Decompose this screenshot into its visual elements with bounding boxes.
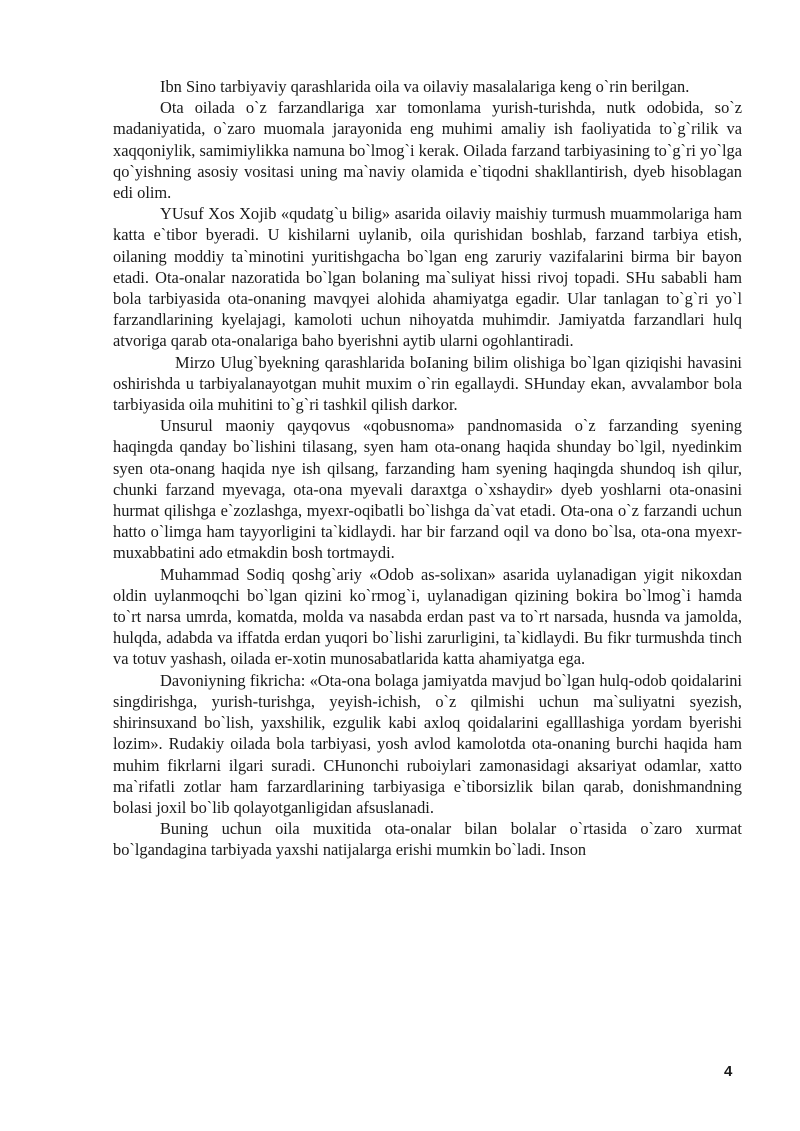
paragraph-buning-uchun: Buning uchun oila muxitida ota-onalar bilan bolalar o`rtasida o`zaro xurmat bo`lgandagina tarbiyada yaxshi natijalarga erishi mumkin bo`ladi. Inson bbox=[113, 819, 742, 860]
paragraph-muhammad-sodiq: Muhammad Sodiq qoshg`ariy «Odob as-solixan» asarida uylanadigan yigit nikoxdan oldin uylanmoqchi bo`lgan qizini ko`rmog`i, uylanadigan qizining bokira bo`lmog`i hamda to`rt narsa umrda, komatda, molda va nasabda erdan past va to`rt narsada, husnda va jamolda, hulqda, adabda va iffatda erdan yuqori bo`lishi zarurligini, ta`kidlaydi. Bu fikr turmushda tinch va totuv yashash, oilada er-xotin munosabatlarida katta ahamiyatga ega. bbox=[113, 564, 742, 669]
page-number: 4 bbox=[724, 1063, 733, 1080]
paragraph-ota-oilada: Ota oilada o`z farzandlariga xar tomonlama yurish-turishda, nutk odobida, so`z madaniyatida, o`zaro muomala jarayonida eng muhimi amaliy ish faoliyatida to`g`rilik va xaqqoniylik, samimiylikka namuna bo`lmog`i kerak. Oilada farzand tarbiyasining to`g`ri yo`lga qo`yishning asosiy vositasi uning ma`naviy olamida e`tiqodni shakllantirish, dyeb hisoblagan edi olim. bbox=[113, 98, 742, 203]
paragraph-mirzo-ulugbek: Mirzo Ulug`byekning qarashlarida boIaning bilim olishiga bo`lgan qiziqishi havasini oshirishda u tarbiyalanayotgan muhit muxim o`rin egallaydi. SHunday ekan, avvalambor bola tarbiyasida oila muhitini to`g`ri tashkil qilish darkor. bbox=[113, 352, 742, 415]
paragraph-yusuf-xos-xojib: YUsuf Xos Xojib «qudatg`u bilig» asarida oilaviy maishiy turmush muammolariga ham katta e`tibor byeradi. U kishilarni uylanib, oila qurishidan boshlab, farzand tarbiya etish, oilaning moddiy ta`minotini yuritishgacha bo`lgan eng zaruriy vazifalarini birma bir bayon etadi. Ota-onalar nazoratida bo`lgan bolaning ma`suliyat hissi rivoj topadi. SHu sababli ham bola tarbiyasida ota-onaning mavqyei alohida ahamiyatga egadir. Ular tanlagan to`g`ri yo`l farzandlarining kyelajagi, kamoloti uchun nihoyatda muhimdir. Jamiyatda farzandlari hulq atvoriga qarab ota-onalariga baho byerishni aytib ularni ogohlantiradi. bbox=[113, 204, 742, 351]
paragraph-davoniy: Davoniyning fikricha: «Ota-ona bolaga jamiyatda mavjud bo`lgan hulq-odob qoidalarini singdirishga, yurish-turishga, yeyish-ichish, o`z qilmishi uchun ma`suliyatni syezish, shirinsuxand bo`lish, yaxshilik, ezgulik kabi axloq qoidalarini egalllashiga yordam byerishi lozim». Rudakiy oilada bola tarbiyasi, yosh avlod kamolotda ota-onaning burchi haqida ham muhim fikrlarni ilgari suradi. CHunonchi ruboiylari zamonasidagi aksariyat odamlar, xatto ma`rifatli zotlar ham farzardlarining tarbiyasiga e`tiborsizlik bilan qarab, donishmandning bolasi joxil bo`lib qolayotganligidan afsuslanadi. bbox=[113, 670, 742, 817]
document-body bbox=[113, 76, 742, 861]
paragraph-unsurul-maoniy: Unsurul maoniy qayqovus «qobusnoma» pandnomasida o`z farzanding syening haqingda qanday bo`lishini tilasang, syen ham ota-onang haqida shunday bo`lgil, nyedinkim syen ota-onang haqida nye ish qilsang, farzanding ham syening haqingda shundoq ish qilur, chunki farzand myevaga, ota-ona myevali daraxtga o`xshaydir» dyeb yoshlarni ota-onasini hurmat qilishga e`zozlashga, myexr-oqibatli bo`lishga da`vat etadi. Ota-ona o`z farzandi uchun hatto o`limga ham tayyorligini ta`kidlaydi. har bir farzand oqil va dono bo`lsa, ota-ona myexr-muxabbatini ado etmakdin bosh tortmaydi. bbox=[113, 416, 742, 563]
paragraph-ibn-sino: Ibn Sino tarbiyaviy qarashlarida oila va oilaviy masalalariga keng o`rin berilgan. bbox=[160, 77, 690, 96]
